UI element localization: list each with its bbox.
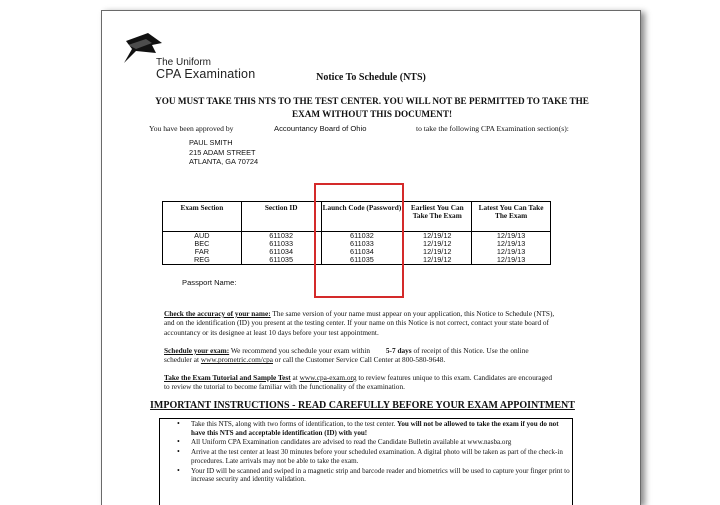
- approval-lead: You have been approved by: [149, 124, 234, 133]
- instruction-text: All Uniform CPA Examination candidates are advised to read the Candidate Bulletin available at www.nasba.org: [191, 438, 512, 447]
- candidate-address: [189, 138, 258, 167]
- important-part1: IMPORTANT INSTRUCTIONS: [150, 400, 290, 411]
- passport-name-label: Passport Name:: [182, 278, 237, 287]
- candidate-city: ATLANTA, GA 70724: [189, 157, 259, 166]
- instruction-item: [160, 448, 572, 465]
- cell-latest: 12/19/13: [472, 248, 551, 256]
- instruction-item: [160, 420, 572, 437]
- col-launch-code: Launch Code (Password): [321, 202, 403, 232]
- important-instructions-heading: [150, 400, 575, 411]
- cell-earliest: 12/19/12: [403, 232, 472, 241]
- cell-section-id: 611034: [241, 248, 321, 256]
- cell-launch-code: 611032: [321, 232, 403, 241]
- tutorial-body-1: at: [292, 373, 298, 382]
- instructions-list: [160, 420, 572, 484]
- instruction-item: [160, 438, 572, 447]
- cell-section: REG: [163, 256, 242, 265]
- approval-board: Accountancy Board of Ohio: [274, 124, 367, 133]
- schedule-heading: Schedule your exam:: [164, 346, 230, 355]
- candidate-name: PAUL SMITH: [189, 138, 233, 147]
- instruction-text: Take this NTS, along with two forms of identification, to the test center.: [191, 420, 396, 428]
- col-earliest-date: Earliest You Can Take The Exam: [403, 202, 472, 232]
- cell-launch-code: 611034: [321, 248, 403, 256]
- tutorial-paragraph: [164, 373, 556, 392]
- launch-code-highlight: [314, 183, 404, 298]
- approval-tail: to take the following CPA Examination section(s):: [416, 124, 569, 133]
- col-exam-section: Exam Section: [163, 202, 242, 232]
- cell-section: FAR: [163, 248, 242, 256]
- cell-launch-code: 611033: [321, 240, 403, 248]
- accuracy-heading: Check the accuracy of your name:: [164, 309, 271, 318]
- cell-latest: 12/19/13: [472, 256, 551, 265]
- logo-line1: The Uniform: [156, 57, 212, 68]
- important-part2: READ CAREFULLY BEFORE YOUR EXAM APPOINTMENT: [297, 400, 575, 411]
- accuracy-paragraph: [164, 309, 556, 337]
- cell-launch-code: 611035: [321, 256, 403, 265]
- notice-title: Notice To Schedule (NTS): [316, 72, 426, 83]
- cell-latest: 12/19/13: [472, 240, 551, 248]
- cpa-exam-link[interactable]: www.cpa-exam.org: [299, 373, 357, 382]
- instructions-box: [159, 418, 573, 505]
- logo-line2: CPA Examination: [156, 67, 256, 81]
- tutorial-heading: Take the Exam Tutorial and Sample Test: [164, 373, 291, 382]
- schedule-paragraph: [164, 346, 556, 365]
- cell-section: BEC: [163, 240, 242, 248]
- cell-earliest: 12/19/12: [403, 240, 472, 248]
- schedule-body-1: We recommend you schedule your exam within: [230, 346, 371, 355]
- warning-text: YOU MUST TAKE THIS NTS TO THE TEST CENTER. YOU WILL NOT BE PERMITTED TO TAKE THE EXAM WITHOUT THIS DOCUMENT!: [155, 96, 589, 119]
- tutorial-body-2: to review features unique to this exam. Candidates are encouraged to review the tutorial to become familiar with the functionality of the examination.: [164, 373, 553, 392]
- schedule-body-3: or call the Customer Service Call Center at 800-580-9648.: [274, 355, 446, 365]
- prometric-link[interactable]: www.prometric.com/cpa: [200, 355, 273, 365]
- cell-section-id: 611035: [241, 256, 321, 265]
- instruction-text: Arrive at the test center at least 30 minutes before your scheduled examination. A digital photo will be taken as part of the check-in procedures. Late arrivals may not be able to take the exam.: [191, 448, 563, 465]
- candidate-street: 215 ADAM STREET: [189, 147, 256, 157]
- important-dash: -: [289, 400, 298, 411]
- instruction-emphasis: You will not be allowed to take the exam if you do not have this NTS and acceptable identification (ID) with you!: [191, 420, 559, 437]
- instruction-text: Your ID will be scanned and swiped in a magnetic strip and barcode reader and biometrics will be used to capture your finger print to increase security and identity validation.: [191, 466, 570, 484]
- accuracy-body: The same version of your name must appear on your application, this Notice to Schedule (NTS), and on the identification (ID) you present at the testing center. If your name on this Notice is not correct, contact your state board of accountancy or its designee at least 10 days before your test appointment.: [164, 309, 555, 337]
- cell-latest: 12/19/13: [472, 232, 551, 241]
- cell-section: AUD: [163, 232, 242, 241]
- schedule-body-2: of receipt of this Notice. Use the online scheduler at: [164, 346, 529, 365]
- cell-earliest: 12/19/12: [403, 248, 472, 256]
- col-latest-date: Latest You Can Take The Exam: [472, 202, 551, 232]
- col-section-id: Section ID: [241, 202, 321, 232]
- cell-earliest: 12/19/12: [403, 256, 472, 265]
- nts-document: [101, 10, 641, 505]
- schedule-days: 5-7 days: [385, 346, 412, 355]
- instruction-item: [160, 467, 572, 484]
- cell-section-id: 611033: [241, 240, 321, 248]
- cell-section-id: 611032: [241, 232, 321, 241]
